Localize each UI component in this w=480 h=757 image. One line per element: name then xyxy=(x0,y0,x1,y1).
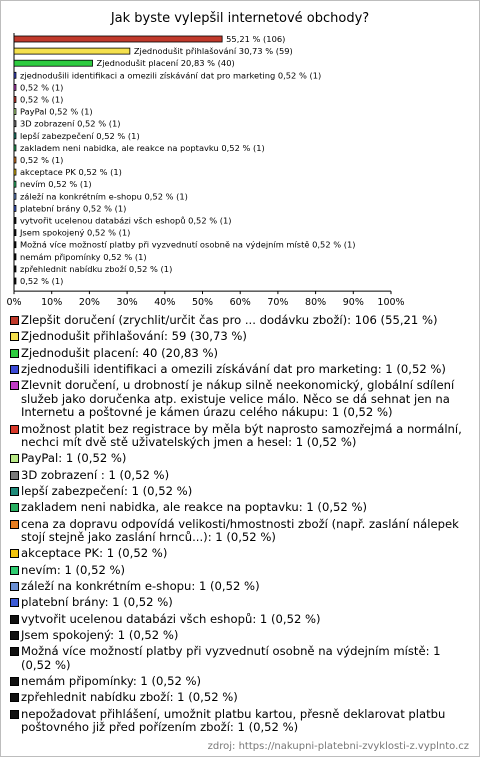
legend-item-9 xyxy=(10,501,472,515)
bar-label-1: Zjednodušit přihlašování 30,73 % (59) xyxy=(133,46,293,57)
bar-label-4: 0,52 % (1) xyxy=(19,82,64,93)
legend-item-0 xyxy=(10,314,472,328)
legend-swatch-11 xyxy=(10,549,19,558)
legend-swatch-14 xyxy=(10,598,19,607)
bar-label-13: záleží na konkrétním e-shopu 0,52 % (1) xyxy=(19,191,188,202)
legend-item-18 xyxy=(10,675,472,689)
legend-label-15: vytvořit ucelenou databázi všch eshopů: 1 (0,52 %) xyxy=(21,611,321,626)
legend-item-4 xyxy=(10,379,472,420)
legend-label-4: Zlevnit doručení, u drobností je nákup silně neekonomický, globální sdílení služeb jako doručenka atp. existuje velice málo. Něco se dá sehnat jen na Internetu a poštovné je kámen úrazu celého nákupu: 1 (0,52 %) xyxy=(21,378,455,420)
bar-5 xyxy=(14,97,16,103)
chart-title: Jak byste vylepšil internetové obchody? xyxy=(110,11,370,26)
legend-item-7 xyxy=(10,469,472,483)
legend-label-12: nevím: 1 (0,52 %) xyxy=(21,562,126,577)
legend-item-13 xyxy=(10,580,472,594)
legend-label-5: možnost platit bez registrace by měla být naprosto samozřejmá a normální, nechci mít dvě stě uživatelských jmen a hesel: 1 (0,52 %) xyxy=(21,421,462,450)
bar-10 xyxy=(14,157,16,163)
x-tick-label-6: 60% xyxy=(229,297,251,309)
legend-label-3: zjednodušili identifikaci a omezili získávání dat pro marketing: 1 (0,52 %) xyxy=(21,361,446,376)
legend-label-13: záleží na konkrétním e-shopu: 1 (0,52 %) xyxy=(21,579,260,594)
legend-label-19: zpřehlednit nabídku zboží: 1 (0,52 %) xyxy=(21,690,238,705)
bar-20 xyxy=(14,278,16,284)
bar-1 xyxy=(14,48,130,54)
legend-swatch-19 xyxy=(10,693,19,702)
legend-item-16 xyxy=(10,629,472,643)
legend-swatch-8 xyxy=(10,487,19,496)
legend-label-1: Zjednodušit přihlašování: 59 (30,73 %) xyxy=(21,329,247,344)
legend-label-20: nepožadovat přihlášení, umožnit platbu kartou, přesně deklarovat platbu poštovného již před pořízením zboží: 1 (0,52 %) xyxy=(21,706,446,735)
legend-item-10 xyxy=(10,518,472,545)
legend-item-8 xyxy=(10,485,472,499)
legend-item-12 xyxy=(10,564,472,578)
legend-item-19 xyxy=(10,691,472,705)
legend-label-8: lepší zabezpečení: 1 (0,52 %) xyxy=(21,484,193,499)
legend-swatch-2 xyxy=(10,349,19,358)
x-tick-label-5: 50% xyxy=(191,297,214,309)
legend-item-11 xyxy=(10,547,472,561)
bar-13 xyxy=(14,193,16,199)
legend-label-6: PayPal: 1 (0,52 %) xyxy=(21,451,127,466)
x-tick-label-1: 10% xyxy=(41,297,63,309)
x-tick-label-2: 20% xyxy=(78,297,100,309)
bar-label-14: platební brány 0,52 % (1) xyxy=(19,203,127,214)
bar-label-6: PayPal 0,52 % (1) xyxy=(19,106,93,117)
bar-label-0: 55,21 % (106) xyxy=(226,34,286,44)
legend-item-17 xyxy=(10,645,472,672)
legend-label-18: nemám připomínky: 1 (0,52 %) xyxy=(21,674,202,689)
legend-label-9: zakladem neni nabidka, ale reakce na poptavku: 1 (0,52 %) xyxy=(21,500,367,515)
legend-swatch-10 xyxy=(10,520,19,529)
bar-label-15: vytvořit ucelenou databázi všch eshopů 0,52 % (1) xyxy=(19,215,232,226)
legend-item-2 xyxy=(10,347,472,361)
legend-label-7: 3D zobrazení : 1 (0,52 %) xyxy=(21,467,170,482)
legend-swatch-18 xyxy=(10,677,19,686)
bar-16 xyxy=(14,230,16,236)
bar-label-3: zjednodušili identifikaci a omezili získávání dat pro marketing 0,52 % (1) xyxy=(19,70,322,81)
x-tick-label-9: 90% xyxy=(342,297,364,309)
legend-swatch-9 xyxy=(10,503,19,512)
bar-label-2: Zjednodušit placení 20,83 % (40) xyxy=(96,58,235,69)
bar-plot xyxy=(1,1,479,313)
legend-swatch-16 xyxy=(10,631,19,640)
legend-swatch-13 xyxy=(10,582,19,591)
bar-label-16: Jsem spokojený 0,52 % (1) xyxy=(19,227,131,238)
x-tick-label-4: 40% xyxy=(154,297,176,309)
legend-swatch-20 xyxy=(10,710,19,719)
source-note: zdroj: https://nakupni-platebni-zvyklosti-z.vyplnto.cz xyxy=(207,741,469,752)
legend-swatch-0 xyxy=(10,316,19,325)
bar-label-8: lepší zabezpečení 0,52 % (1) xyxy=(19,130,140,141)
bar-9 xyxy=(14,145,16,151)
bar-label-12: nevím 0,52 % (1) xyxy=(19,179,92,190)
bar-17 xyxy=(14,242,16,248)
bar-7 xyxy=(14,121,16,127)
chart-legend xyxy=(10,314,472,737)
x-tick-label-0: 0% xyxy=(6,297,22,309)
legend-label-2: Zjednodušit placení: 40 (20,83 %) xyxy=(21,345,219,360)
bar-14 xyxy=(14,205,16,211)
bar-label-17: Možná více možností platby při vyzvednutí osobně na výdejním místě 0,52 % (1) xyxy=(19,239,356,250)
bar-15 xyxy=(14,218,16,224)
legend-item-20 xyxy=(10,708,472,735)
bar-3 xyxy=(14,72,16,78)
bar-label-7: 3D zobrazení 0,52 % (1) xyxy=(19,118,121,129)
bar-label-10: 0,52 % (1) xyxy=(19,155,64,165)
bar-label-5: 0,52 % (1) xyxy=(19,94,64,105)
bar-2 xyxy=(14,60,93,66)
legend-swatch-6 xyxy=(10,454,19,463)
bar-label-18: nemám připomínky 0,52 % (1) xyxy=(19,251,147,262)
x-tick-label-8: 80% xyxy=(305,297,327,309)
legend-label-16: Jsem spokojený: 1 (0,52 %) xyxy=(21,627,179,642)
legend-swatch-12 xyxy=(10,566,19,575)
legend-swatch-4 xyxy=(10,381,19,390)
legend-item-1 xyxy=(10,330,472,344)
legend-item-5 xyxy=(10,423,472,450)
legend-swatch-3 xyxy=(10,365,19,374)
legend-label-10: cena za dopravu odpovídá velikosti/hmostnosti zboží (např. zaslání nálepek stojí stejně jako zaslání hrnců...): 1 (0,52 %) xyxy=(21,516,459,545)
legend-item-6 xyxy=(10,452,472,466)
legend-swatch-7 xyxy=(10,471,19,480)
bar-11 xyxy=(14,169,16,175)
bar-4 xyxy=(14,84,16,90)
legend-item-15 xyxy=(10,613,472,627)
legend-item-14 xyxy=(10,596,472,610)
legend-label-0: Zlepšit doručení (zrychlit/určit čas pro ... dodávku zboží): 106 (55,21 %) xyxy=(21,313,438,327)
bar-12 xyxy=(14,181,16,187)
bar-0 xyxy=(14,36,222,42)
bar-8 xyxy=(14,133,16,139)
bar-label-19: zpřehlednit nabídku zboží 0,52 % (1) xyxy=(19,263,173,274)
legend-label-17: Možná více možností platby při vyzvednutí osobně na výdejním místě: 1 (0,52 %) xyxy=(21,644,441,672)
bar-label-20: 0,52 % (1) xyxy=(19,276,64,286)
legend-swatch-15 xyxy=(10,615,19,624)
legend-label-14: platební brány: 1 (0,52 %) xyxy=(21,595,173,610)
legend-swatch-1 xyxy=(10,332,19,341)
bar-18 xyxy=(14,254,16,260)
legend-swatch-17 xyxy=(10,647,19,656)
legend-swatch-5 xyxy=(10,425,19,434)
bar-6 xyxy=(14,109,16,115)
legend-label-11: akceptace PK: 1 (0,52 %) xyxy=(21,546,168,561)
x-tick-label-7: 70% xyxy=(267,297,289,309)
bar-label-11: akceptace PK 0,52 % (1) xyxy=(19,167,122,178)
bar-label-9: zakladem neni nabidka, ale reakce na poptavku 0,52 % (1) xyxy=(19,142,265,153)
bar-19 xyxy=(14,266,16,272)
legend-item-3 xyxy=(10,363,472,377)
x-tick-label-3: 30% xyxy=(116,297,138,309)
x-tick-label-10: 100% xyxy=(377,297,405,309)
